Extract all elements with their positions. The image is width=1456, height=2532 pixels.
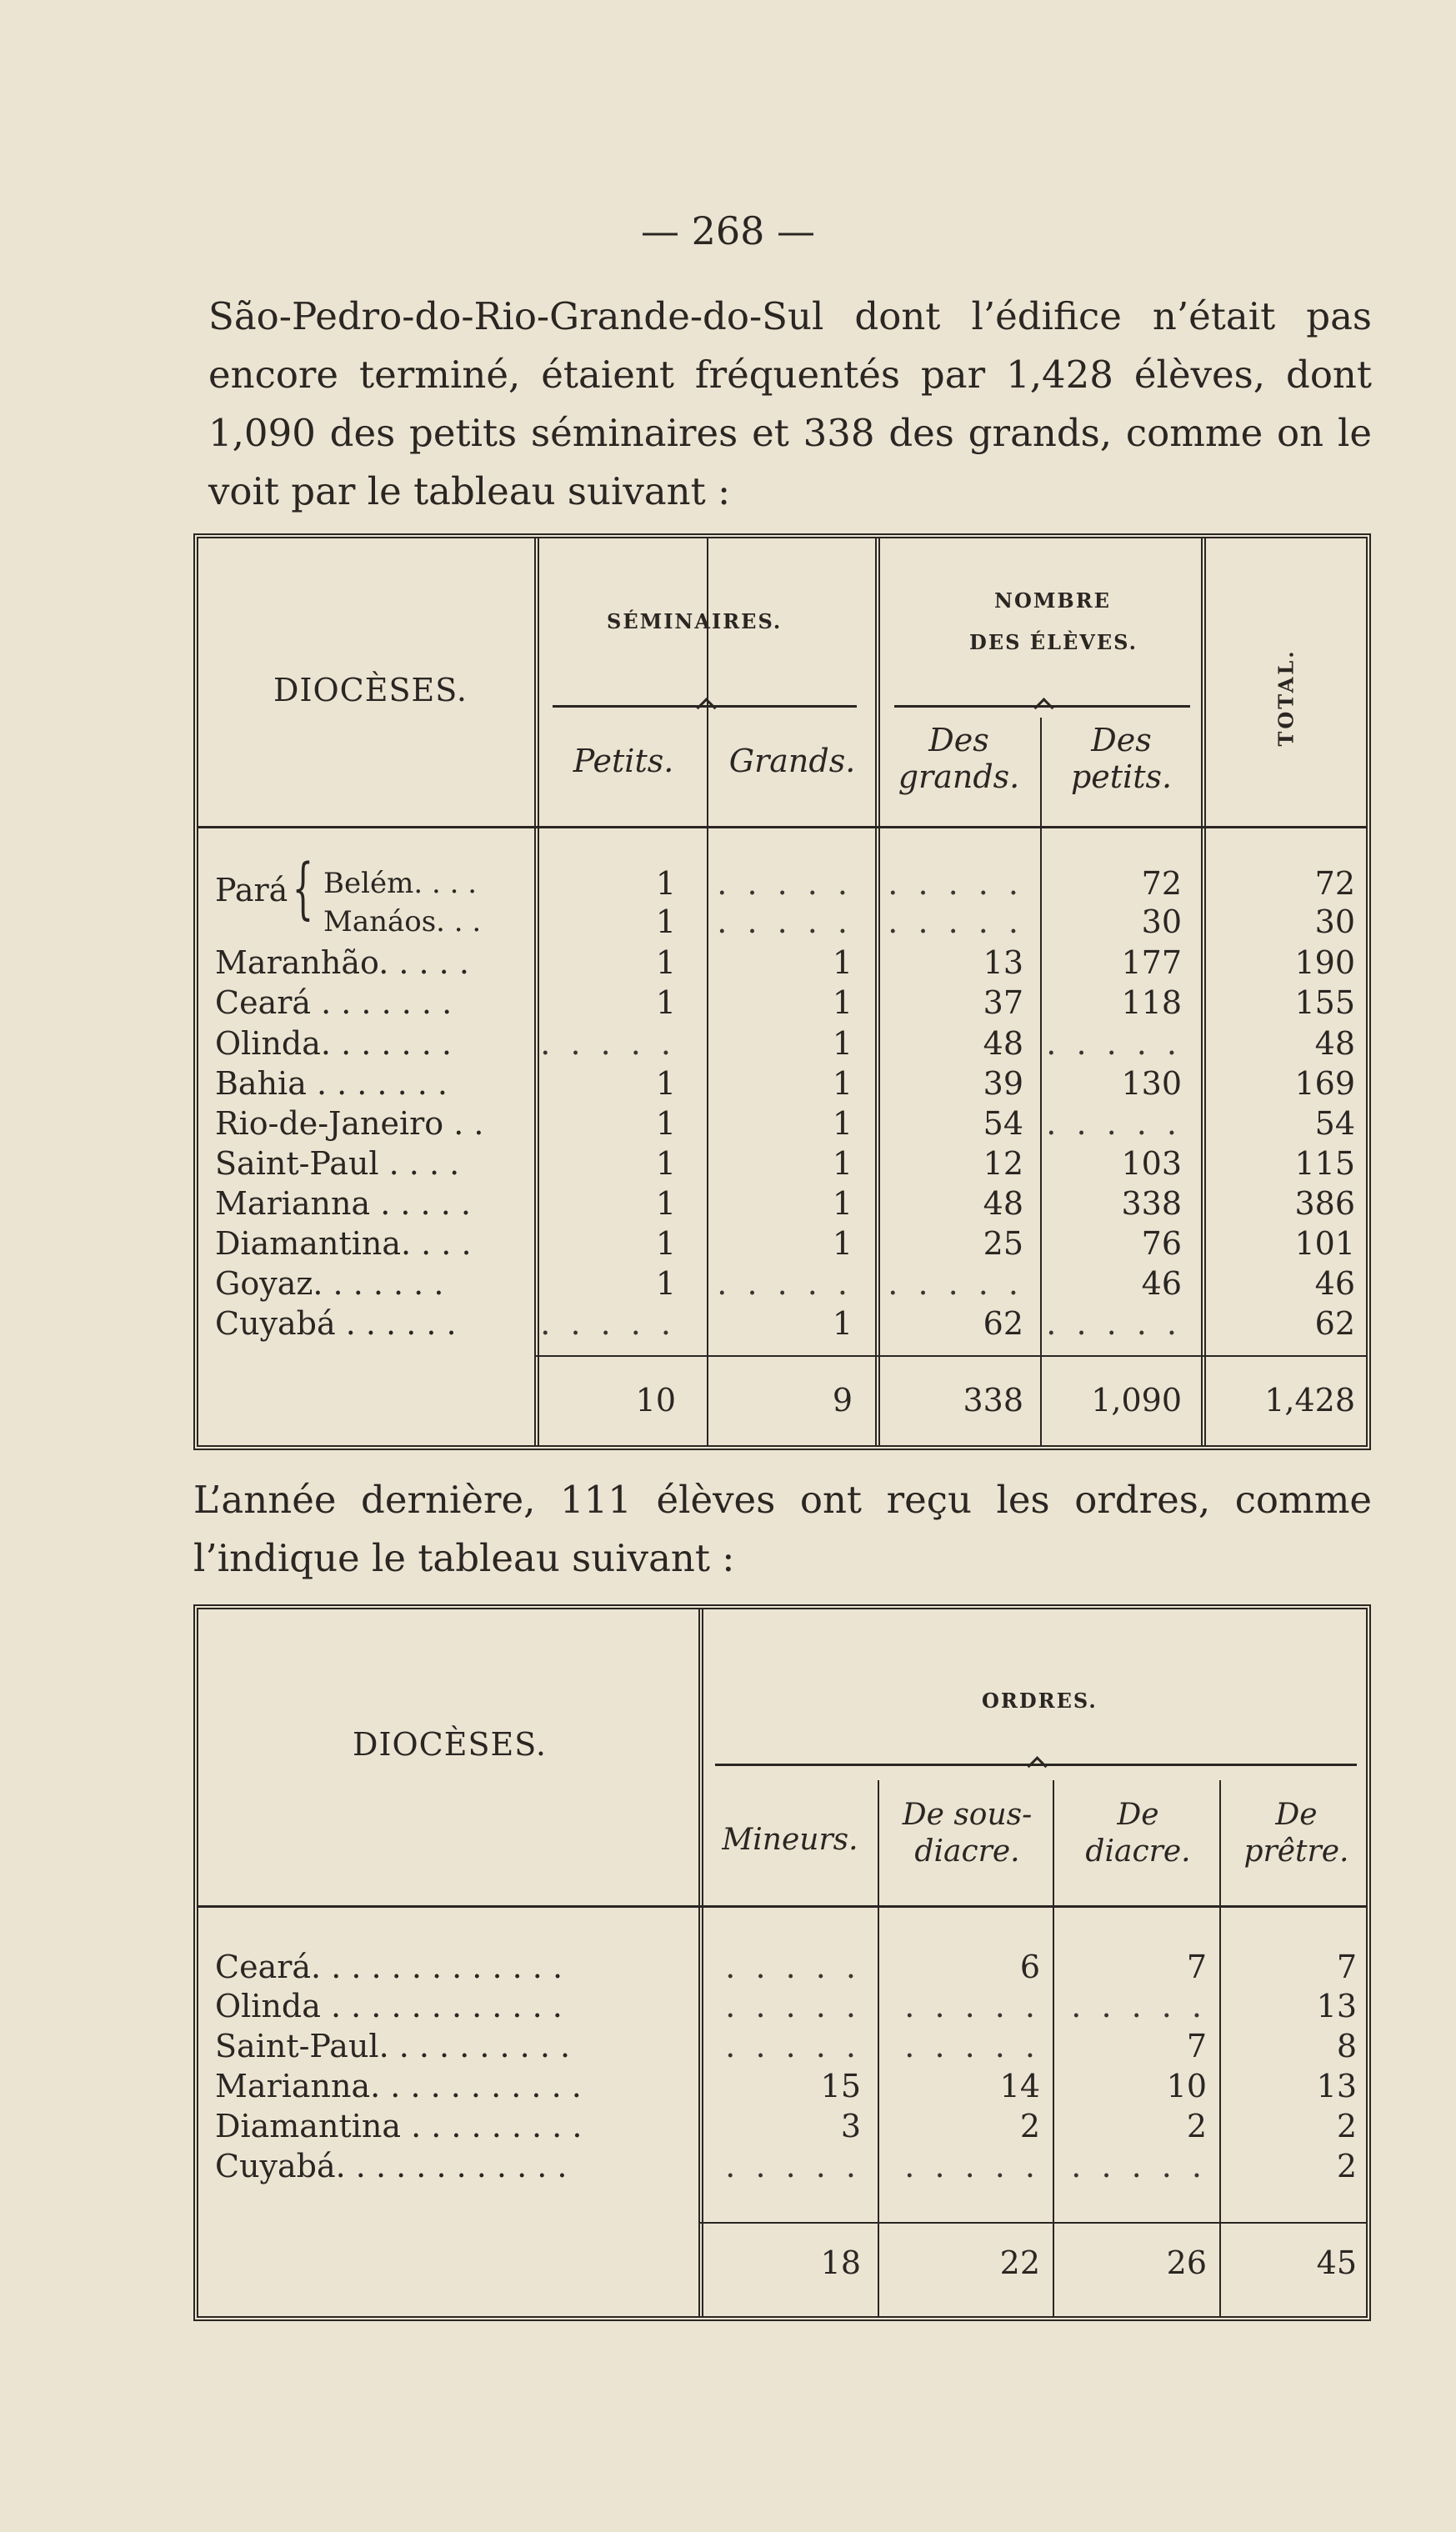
cell-mineurs: 15 xyxy=(820,2068,861,2104)
cell-diacre: 7 xyxy=(1186,2028,1207,2064)
table1-row xyxy=(198,1103,1366,1143)
cell-ep: 103 xyxy=(1121,1145,1182,1182)
cell-name: Diamantina. . . . xyxy=(215,1225,472,1262)
nombre-header-line1: NOMBRE xyxy=(994,588,1111,613)
cell-petits: 1 xyxy=(655,1145,676,1182)
cell-total: 190 xyxy=(1294,944,1355,981)
cell-sous: . . . . . xyxy=(904,2148,1040,2184)
ordres-group-header: ORDRES. xyxy=(982,1689,1098,1713)
cell-ep: 177 xyxy=(1121,944,1182,981)
cell-total: 115 xyxy=(1294,1145,1355,1182)
table1-row xyxy=(198,1023,1366,1063)
cell-petits: 1 xyxy=(655,865,676,902)
col-pretre-header: De prêtre. xyxy=(1243,1798,1349,1869)
col-des-petits-header: Des petits. xyxy=(1070,722,1173,795)
cell-name: Cuyabá. . . . . . . . . . . . xyxy=(215,2148,568,2184)
cell-name: Bahia . . . . . . . xyxy=(215,1065,448,1102)
cell-grands: . . . . . xyxy=(717,865,853,902)
cell-ep: 76 xyxy=(1141,1225,1182,1262)
cell-eg: 62 xyxy=(983,1305,1023,1342)
col-dioceses-header: DIOCÈSES. xyxy=(273,672,468,708)
col-diacre-header: De diacre. xyxy=(1085,1798,1191,1869)
col-mineurs-header: Mineurs. xyxy=(722,1823,858,1857)
cell-grands: . . . . . xyxy=(717,903,853,940)
cell-total: 62 xyxy=(1314,1305,1355,1342)
table1-totals-row: 10 9 338 1,090 1,428 xyxy=(635,1382,1355,1419)
table1-row xyxy=(198,1263,1366,1304)
cell-petits: 1 xyxy=(655,1105,676,1142)
cell-eg: 54 xyxy=(983,1105,1023,1142)
cell-eg: 48 xyxy=(983,1185,1023,1222)
cell-diacre: 10 xyxy=(1166,2068,1207,2104)
cell-diacre: 7 xyxy=(1186,1949,1207,1985)
cell-grands: 1 xyxy=(832,1185,853,1222)
table1-row xyxy=(198,1223,1366,1263)
col-total-header: TOTAL. xyxy=(1273,648,1298,747)
table1-row xyxy=(198,1183,1366,1223)
cell-grands: 1 xyxy=(832,984,853,1021)
cell-total: 54 xyxy=(1314,1105,1355,1142)
cell-eg: 12 xyxy=(983,1145,1023,1182)
cell-name: Diamantina . . . . . . . . . xyxy=(215,2108,583,2144)
cell-total: 46 xyxy=(1314,1265,1355,1302)
cell-petits: 1 xyxy=(655,903,676,940)
para-brace: { xyxy=(292,849,314,927)
cell-name: Olinda. . . . . . . xyxy=(215,1025,452,1062)
cell-total: 155 xyxy=(1294,984,1355,1021)
cell-diacre: . . . . . xyxy=(1071,1988,1207,2024)
cell-total: 169 xyxy=(1294,1065,1355,1102)
cell-name: Goyaz. . . . . . . xyxy=(215,1265,444,1302)
cell-ep: . . . . . xyxy=(1046,1305,1182,1342)
cell-name: Rio-de-Janeiro . . xyxy=(215,1105,484,1142)
cell-petits: 1 xyxy=(655,984,676,1021)
cell-name: Ceará. . . . . . . . . . . . . xyxy=(215,1949,563,1985)
cell-mineurs: . . . . . xyxy=(725,2028,861,2064)
cell-sous: 6 xyxy=(1019,1949,1040,1985)
cell-petits: . . . . . xyxy=(540,1305,676,1342)
table1-row xyxy=(198,983,1366,1023)
cell-grands: 1 xyxy=(832,1105,853,1142)
cell-pretre: 8 xyxy=(1336,2028,1357,2064)
ordres-brace xyxy=(715,1764,1357,1781)
cell-eg: . . . . . xyxy=(888,1265,1023,1302)
cell-ep: . . . . . xyxy=(1046,1025,1182,1062)
cell-name: Manáos. . . xyxy=(323,905,482,938)
cell-name: Maranhão. . . . . xyxy=(215,944,469,981)
cell-petits: 1 xyxy=(655,1185,676,1222)
table1-row xyxy=(198,863,1366,903)
seminaires-group-header: SÉMINAIRES. xyxy=(607,609,783,633)
cell-petits: 1 xyxy=(655,944,676,981)
cell-total: 72 xyxy=(1314,865,1355,902)
nombre-brace xyxy=(894,705,1190,723)
col-des-grands-header: Des grands. xyxy=(898,722,1020,795)
cell-grands: 1 xyxy=(832,1305,853,1342)
table2-row xyxy=(198,1947,1366,1987)
nombre-header-line2: DES ÉLÈVES. xyxy=(969,630,1138,654)
table2-row xyxy=(198,2106,1366,2146)
cell-eg: . . . . . xyxy=(888,903,1023,940)
table1-row xyxy=(198,943,1366,983)
col-sous-diacre-header: De sous- diacre. xyxy=(902,1798,1033,1869)
cell-name: Saint-Paul. . . . . . . . . . xyxy=(215,2028,571,2064)
cell-petits: . . . . . xyxy=(540,1025,676,1062)
cell-pretre: 2 xyxy=(1336,2148,1357,2184)
cell-name: Marianna. . . . . . . . . . . xyxy=(215,2068,582,2104)
cell-sous: . . . . . xyxy=(904,2028,1040,2064)
cell-sous: 14 xyxy=(999,2068,1040,2104)
table2-row xyxy=(198,2146,1366,2186)
cell-mineurs: . . . . . xyxy=(725,2148,861,2184)
cell-mineurs: . . . . . xyxy=(725,1988,861,2024)
cell-pretre: 13 xyxy=(1316,1988,1357,2024)
cell-diacre: 2 xyxy=(1186,2108,1207,2144)
cell-eg: 25 xyxy=(983,1225,1023,1262)
cell-name: Marianna . . . . . xyxy=(215,1185,471,1222)
cell-name: Ceará . . . . . . . xyxy=(215,984,453,1021)
para-label: Pará xyxy=(215,872,288,908)
cell-eg: 13 xyxy=(983,944,1023,981)
col-dioceses-header-2: DIOCÈSES. xyxy=(353,1726,547,1763)
cell-ep: 130 xyxy=(1121,1065,1182,1102)
cell-petits: 1 xyxy=(655,1265,676,1302)
cell-ep: 46 xyxy=(1141,1265,1182,1302)
cell-grands: 1 xyxy=(832,1025,853,1062)
cell-mineurs: . . . . . xyxy=(725,1949,861,1985)
cell-mineurs: 3 xyxy=(840,2108,861,2144)
cell-eg: 39 xyxy=(983,1065,1023,1102)
cell-grands: 1 xyxy=(832,944,853,981)
cell-ep: 338 xyxy=(1121,1185,1182,1222)
cell-sous: . . . . . xyxy=(904,1988,1040,2024)
table2-totals-row: 18 22 26 45 xyxy=(820,2244,1357,2281)
cell-pretre: 2 xyxy=(1336,2108,1357,2144)
cell-total: 101 xyxy=(1294,1225,1355,1262)
cell-grands: . . . . . xyxy=(717,1265,853,1302)
table2-row xyxy=(198,1986,1366,2026)
cell-grands: 1 xyxy=(832,1065,853,1102)
cell-eg: 48 xyxy=(983,1025,1023,1062)
cell-eg: . . . . . xyxy=(888,865,1023,902)
cell-pretre: 13 xyxy=(1316,2068,1357,2104)
cell-diacre: . . . . . xyxy=(1071,2148,1207,2184)
ordinations-table xyxy=(193,1604,1371,2321)
col-grands-header: Grands. xyxy=(728,743,856,779)
second-paragraph: L’année dernière, 111 élèves ont reçu les ordres, comme l’indique le tableau suivant : xyxy=(193,1478,1372,1580)
cell-ep: 72 xyxy=(1141,865,1182,902)
table2-row xyxy=(198,2026,1366,2066)
cell-petits: 1 xyxy=(655,1065,676,1102)
cell-name: Cuyabá . . . . . . xyxy=(215,1305,457,1342)
cell-name: Saint-Paul . . . . xyxy=(215,1145,460,1182)
table1-row xyxy=(198,1143,1366,1183)
table1-row xyxy=(198,902,1366,942)
table1-row xyxy=(198,1304,1366,1344)
cell-petits: 1 xyxy=(655,1225,676,1262)
cell-grands: 1 xyxy=(832,1145,853,1182)
page-number: — 268 — xyxy=(640,208,816,253)
table1-row xyxy=(198,1063,1366,1103)
col-petits-header: Petits. xyxy=(573,743,674,779)
cell-name: Olinda . . . . . . . . . . . . xyxy=(215,1988,563,2024)
cell-grands: 1 xyxy=(832,1225,853,1262)
cell-pretre: 7 xyxy=(1336,1949,1357,1985)
cell-ep: . . . . . xyxy=(1046,1105,1182,1142)
intro-paragraph: São-Pedro-do-Rio-Grande-do-Sul dont l’édifice n’était pas encore terminé, étaient fréquentés par 1,428 élèves, dont 1,090 des petits séminaires et 338 des grands, comme on le voit par le tableau suivant : xyxy=(208,294,1372,513)
cell-total: 30 xyxy=(1314,903,1355,940)
table2-row xyxy=(198,2066,1366,2106)
seminaires-brace xyxy=(553,705,857,723)
cell-eg: 37 xyxy=(983,984,1023,1021)
cell-total: 48 xyxy=(1314,1025,1355,1062)
cell-total: 386 xyxy=(1294,1185,1355,1222)
cell-name: Belém. . . . xyxy=(323,867,477,900)
seminaries-table xyxy=(193,533,1371,1450)
cell-ep: 118 xyxy=(1121,984,1182,1021)
cell-sous: 2 xyxy=(1019,2108,1040,2144)
cell-ep: 30 xyxy=(1141,903,1182,940)
